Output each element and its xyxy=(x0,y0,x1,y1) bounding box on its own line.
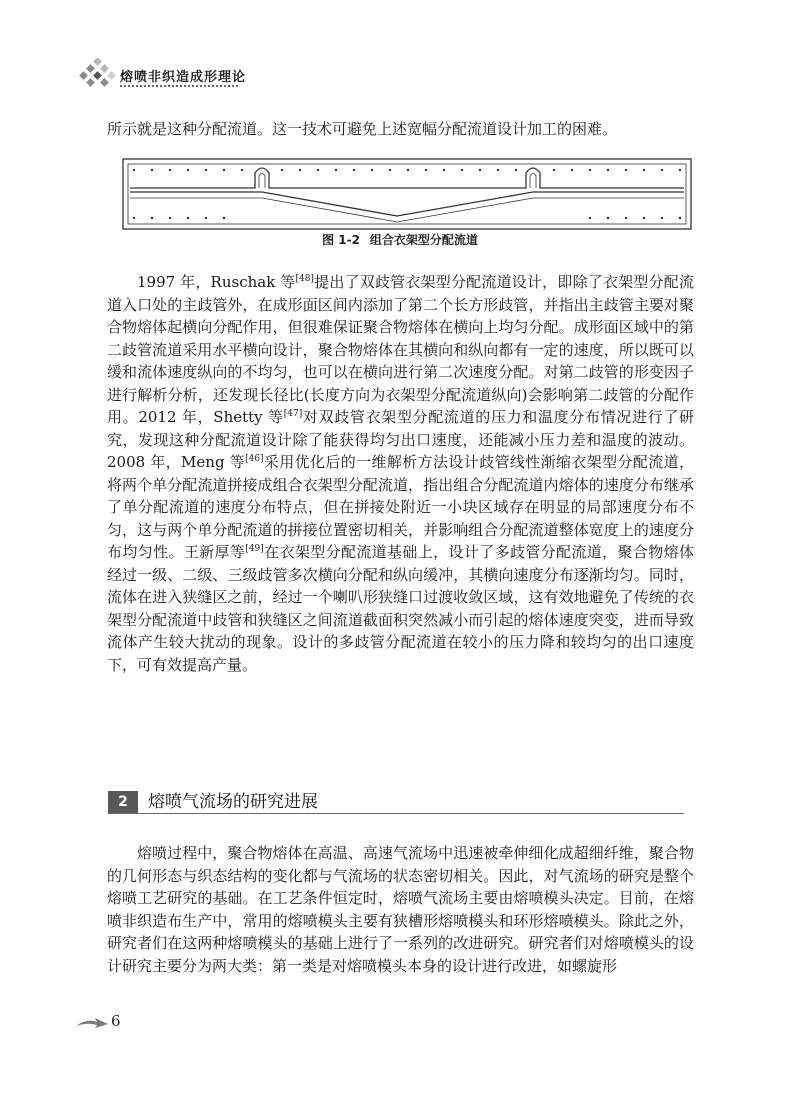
p1-seg-5: 在衣架型分配流道基础上，设计了多歧管分配流道，聚合物熔体经过一级、二级、三级歧管多次横向分配和纵向缓冲，其横向速度分布逐渐均匀。同时，流体在进入狭缝区之前，经过一个喇叭形狭缝口过渡收敛区域，这有效地避免了传统的衣架型分配流道中歧管和狭缝区之间流道截面积突然减小而引起的熔体速度突变，进而导致流体产生较大扰动的现象。设计的多歧管分配流道在较小的压力降和较均匀的出口速度下，可有效提高产量。 xyxy=(107,543,694,674)
intro-paragraph xyxy=(107,118,694,141)
citation-46: [46] xyxy=(245,454,264,464)
section-rule xyxy=(108,813,684,814)
manifold-upper xyxy=(130,168,684,188)
page-footer xyxy=(75,1012,155,1032)
section-heading xyxy=(108,790,684,814)
citation-49: [49] xyxy=(245,544,264,554)
p1-seg-4: 采用优化后的一维解析方法设计歧管线性渐缩衣架型分配流道，将两个单分配流道拼接成组合衣架型分配流道，指出组合分配流道内熔体的速度分布继承了单分配流道的速度分布特点，但在拼接处附近一小块区域存在明显的局部速度分布不匀，这与两个单分配流道的拼接位置密切相关，并影响组合分配流道整体宽度上的速度分布均匀性。王新厚等 xyxy=(107,453,694,561)
manifold-figure xyxy=(122,158,692,230)
figure-number: 图 1-2 xyxy=(322,233,360,247)
page-number: 6 xyxy=(111,1012,121,1030)
manifold-lower xyxy=(130,198,684,222)
p1-seg-1: 1997 年，Ruschak 等 xyxy=(137,273,296,291)
header-dotted-rule xyxy=(120,85,238,87)
section-number: 2 xyxy=(108,791,138,813)
swoosh-icon xyxy=(75,1016,109,1030)
body-paragraph-2 xyxy=(107,842,694,977)
cube-logo-icon xyxy=(78,58,116,92)
p1-seg-2: 提出了双歧管衣架型分配流道设计，即除了衣架型分配流道入口处的主歧管外，在成形面区间内添加了第二个长方形歧管，并指出主歧管主要对聚合物熔体起横向分配作用，但很难保证聚合物熔体在横向上均匀分配。成形面区域中的第二歧管流道采用水平横向设计，聚合物熔体在其横向和纵向都有一定的速度，所以既可以缓和流体速度纵向的不均匀，也可以在横向进行第二次速度分配。对第二歧管的形变因子进行解析分析，还发现长径比(长度方向为衣架型分配流道纵向)会影响第二歧管的分配作用。2012 年，Shetty 等 xyxy=(107,273,694,426)
figure-caption xyxy=(0,231,800,248)
body-paragraph-1 xyxy=(107,271,694,676)
citation-47: [47] xyxy=(283,409,303,419)
intro-text: 所示就是这种分配流道。这一技术可避免上述宽幅分配流道设计加工的困难。 xyxy=(107,120,618,138)
section-title: 熔喷气流场的研究进展 xyxy=(148,792,318,812)
running-title: 熔喷非织造成形理论 xyxy=(120,70,247,85)
citation-48: [48] xyxy=(295,274,314,284)
figure-inner-frame xyxy=(128,164,686,224)
running-header xyxy=(78,58,247,98)
figure-title: 组合衣架型分配流道 xyxy=(369,233,478,247)
manifold-slope xyxy=(130,192,684,216)
p1-seg-3: 对双歧管衣架型分配流道的压力和温度分布情况进行了研究，发现这种分配流道设计除了能获得均匀出口速度，还能减小压力差和温度的波动。2008 年，Meng 等 xyxy=(107,408,694,471)
paragraph-2-text: 熔喷过程中，聚合物熔体在高温、高速气流场中迅速被牵伸细化成超细纤维，聚合物的几何形态与织态结构的变化都与气流场的状态密切相关。因此，对气流场的研究是整个熔喷工艺研究的基础。在工艺条件恒定时，熔喷气流场主要由熔喷模头决定。目前，在熔喷非织造布生产中，常用的熔喷模头主要有狭槽形熔喷模头和环形熔喷模头。除此之外，研究者们在这两种熔喷模头的基础上进行了一系列的改进研究。研究者们对熔喷模头的设计研究主要分为两大类：第一类是对熔喷模头本身的设计进行改进，如螺旋形 xyxy=(107,844,694,975)
paragraph-1-text xyxy=(107,271,694,676)
